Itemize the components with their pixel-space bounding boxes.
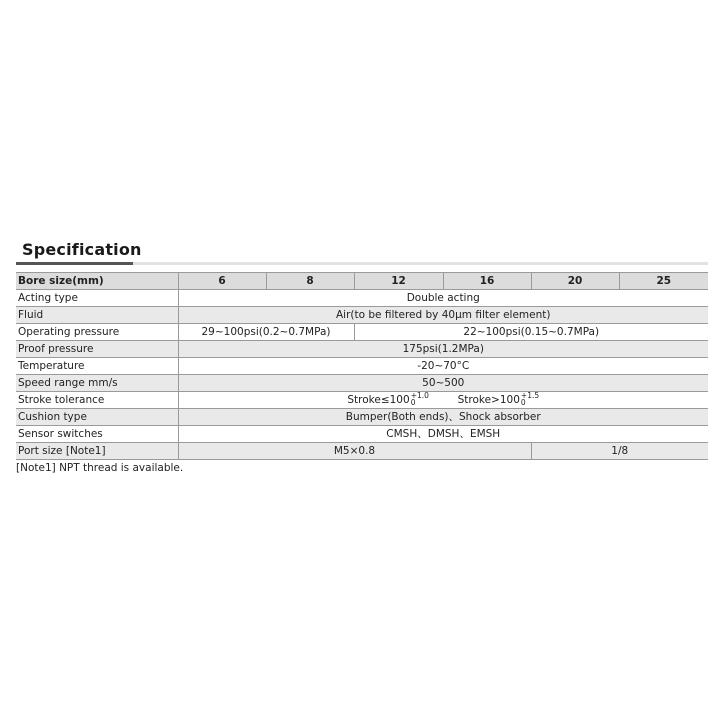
- specification-table: [16, 272, 708, 460]
- row-value: [178, 392, 708, 409]
- table-row: [16, 409, 708, 426]
- row-value: M5×0.8: [178, 443, 531, 460]
- row-label: Stroke tolerance: [16, 392, 178, 409]
- tolerance-lower: 0: [410, 398, 416, 407]
- table-row: [16, 307, 708, 324]
- bore-size: 20: [531, 273, 619, 290]
- table-row: [16, 443, 708, 460]
- table-row: [16, 290, 708, 307]
- stroke-long: Stroke>100: [457, 394, 520, 406]
- row-value: 1/8: [531, 443, 708, 460]
- row-value: CMSH、DMSH、EMSH: [178, 426, 708, 443]
- table-row: [16, 375, 708, 392]
- row-label: Operating pressure: [16, 324, 178, 341]
- header-label: Bore size(mm): [16, 273, 178, 290]
- tolerance-lower: 0: [520, 398, 526, 407]
- title-underline: [16, 262, 133, 265]
- row-label: Fluid: [16, 307, 178, 324]
- row-label: Proof pressure: [16, 341, 178, 358]
- row-label: Temperature: [16, 358, 178, 375]
- row-label: Acting type: [16, 290, 178, 307]
- bore-size: 16: [443, 273, 531, 290]
- row-label: Cushion type: [16, 409, 178, 426]
- row-value: Air(to be filtered by 40μm filter element): [178, 307, 708, 324]
- table-row: [16, 392, 708, 409]
- row-value: Bumper(Both ends)、Shock absorber: [178, 409, 708, 426]
- row-label: Port size [Note1]: [16, 443, 178, 460]
- footnote: [Note1] NPT thread is available.: [16, 462, 184, 474]
- row-label: Sensor switches: [16, 426, 178, 443]
- bore-size: 8: [266, 273, 354, 290]
- row-value: Double acting: [178, 290, 708, 307]
- row-value: -20~70°C: [178, 358, 708, 375]
- row-value: 22~100psi(0.15~0.7MPa): [354, 324, 708, 341]
- row-value: 50~500: [178, 375, 708, 392]
- bore-size: 25: [619, 273, 708, 290]
- row-value: 175psi(1.2MPa): [178, 341, 708, 358]
- tolerance-upper: +1.0: [410, 391, 429, 400]
- header-row: [16, 273, 708, 290]
- section-title: Specification: [22, 240, 142, 259]
- table-row: [16, 324, 708, 341]
- stroke-short: Stroke≤100: [347, 394, 410, 406]
- bore-size: 12: [354, 273, 443, 290]
- title-rule: [133, 262, 708, 265]
- bore-size: 6: [178, 273, 266, 290]
- tolerance-upper: +1.5: [520, 391, 540, 400]
- row-value: 29~100psi(0.2~0.7MPa): [178, 324, 354, 341]
- table-row: [16, 341, 708, 358]
- row-label: Speed range mm/s: [16, 375, 178, 392]
- table-row: [16, 358, 708, 375]
- table-row: [16, 426, 708, 443]
